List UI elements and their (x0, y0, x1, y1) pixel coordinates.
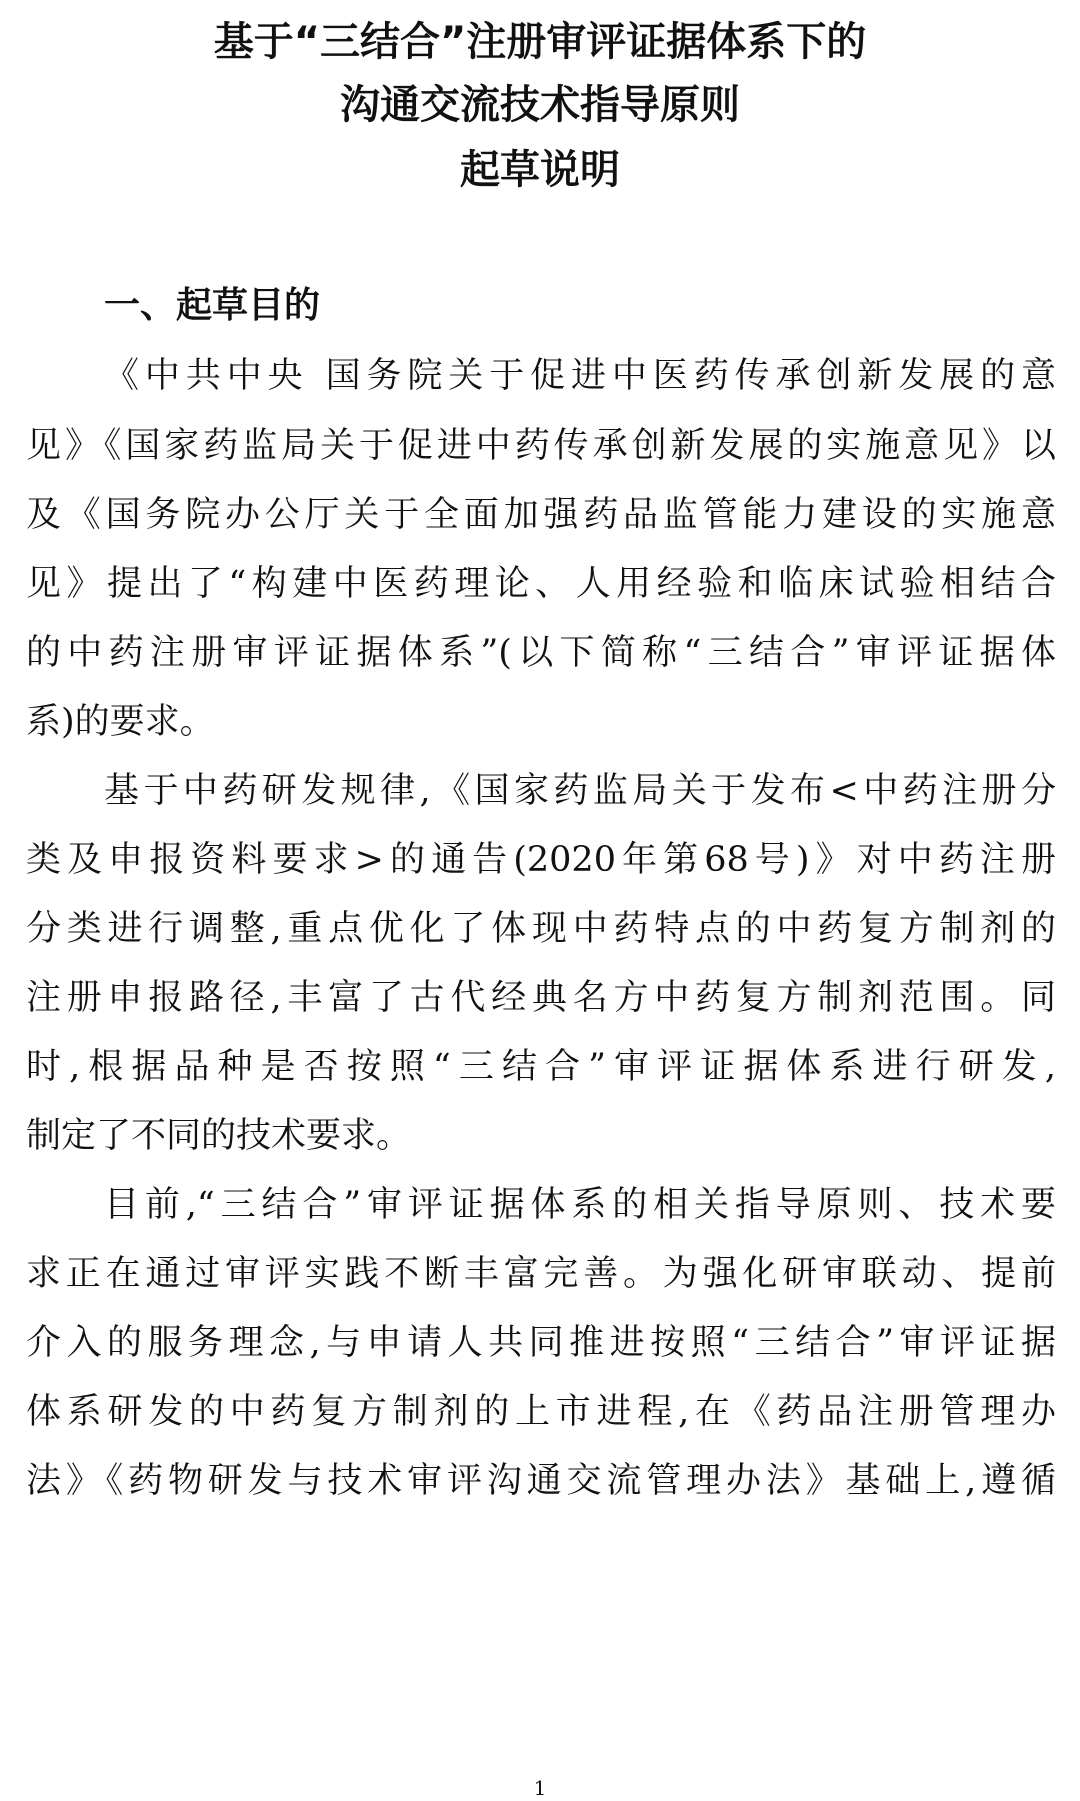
text-line: 注册申报路径,丰富了古代经典名方中药复方制剂范围。同 (26, 978, 1056, 1018)
text-line: 体系研发的中药复方制剂的上市进程,在《药品注册管理办 (26, 1392, 1056, 1432)
text-line: 法》《药物研发与技术审评沟通交流管理办法》基础上,遵循 (26, 1461, 1056, 1501)
text-line: 类及申报资料要求>的通告(2020年第68号)》对中药注册 (26, 840, 1056, 880)
text-line: 系)的要求。 (26, 702, 215, 742)
section-heading: 一、起草目的 (104, 285, 321, 326)
text-line: 分类进行调整,重点优化了体现中药特点的中药复方制剂的 (26, 909, 1056, 949)
text-line: 时,根据品种是否按照“三结合”审评证据体系进行研发, (26, 1047, 1056, 1087)
title-line: 基于“三结合”注册审评证据体系下的 (213, 19, 867, 65)
text-line: 目前,“三结合”审评证据体系的相关指导原则、技术要 (104, 1185, 1056, 1225)
text-line: 的中药注册审评证据体系”(以下简称“三结合”审评证据体 (26, 633, 1056, 673)
page-number: 1 (533, 1776, 547, 1800)
text-line: 制定了不同的技术要求。 (26, 1116, 412, 1156)
text-line: 见》《国家药监局关于促进中药传承创新发展的实施意见》以 (26, 426, 1056, 466)
text-line: 及《国务院办公厅关于全面加强药品监管能力建设的实施意 (26, 495, 1056, 535)
title-line: 起草说明 (460, 147, 620, 193)
text-line: 介入的服务理念,与申请人共同推进按照“三结合”审评证据 (26, 1323, 1056, 1363)
text-line: 见》提出了“构建中医药理论、人用经验和临床试验相结合 (26, 564, 1056, 604)
title-line: 沟通交流技术指导原则 (340, 82, 740, 128)
text-line: 求正在通过审评实践不断丰富完善。为强化研审联动、提前 (26, 1254, 1056, 1294)
text-line: 《中共中央 国务院关于促进中医药传承创新发展的意 (104, 356, 1056, 396)
text-line: 基于中药研发规律,《国家药监局关于发布<中药注册分 (104, 771, 1056, 811)
